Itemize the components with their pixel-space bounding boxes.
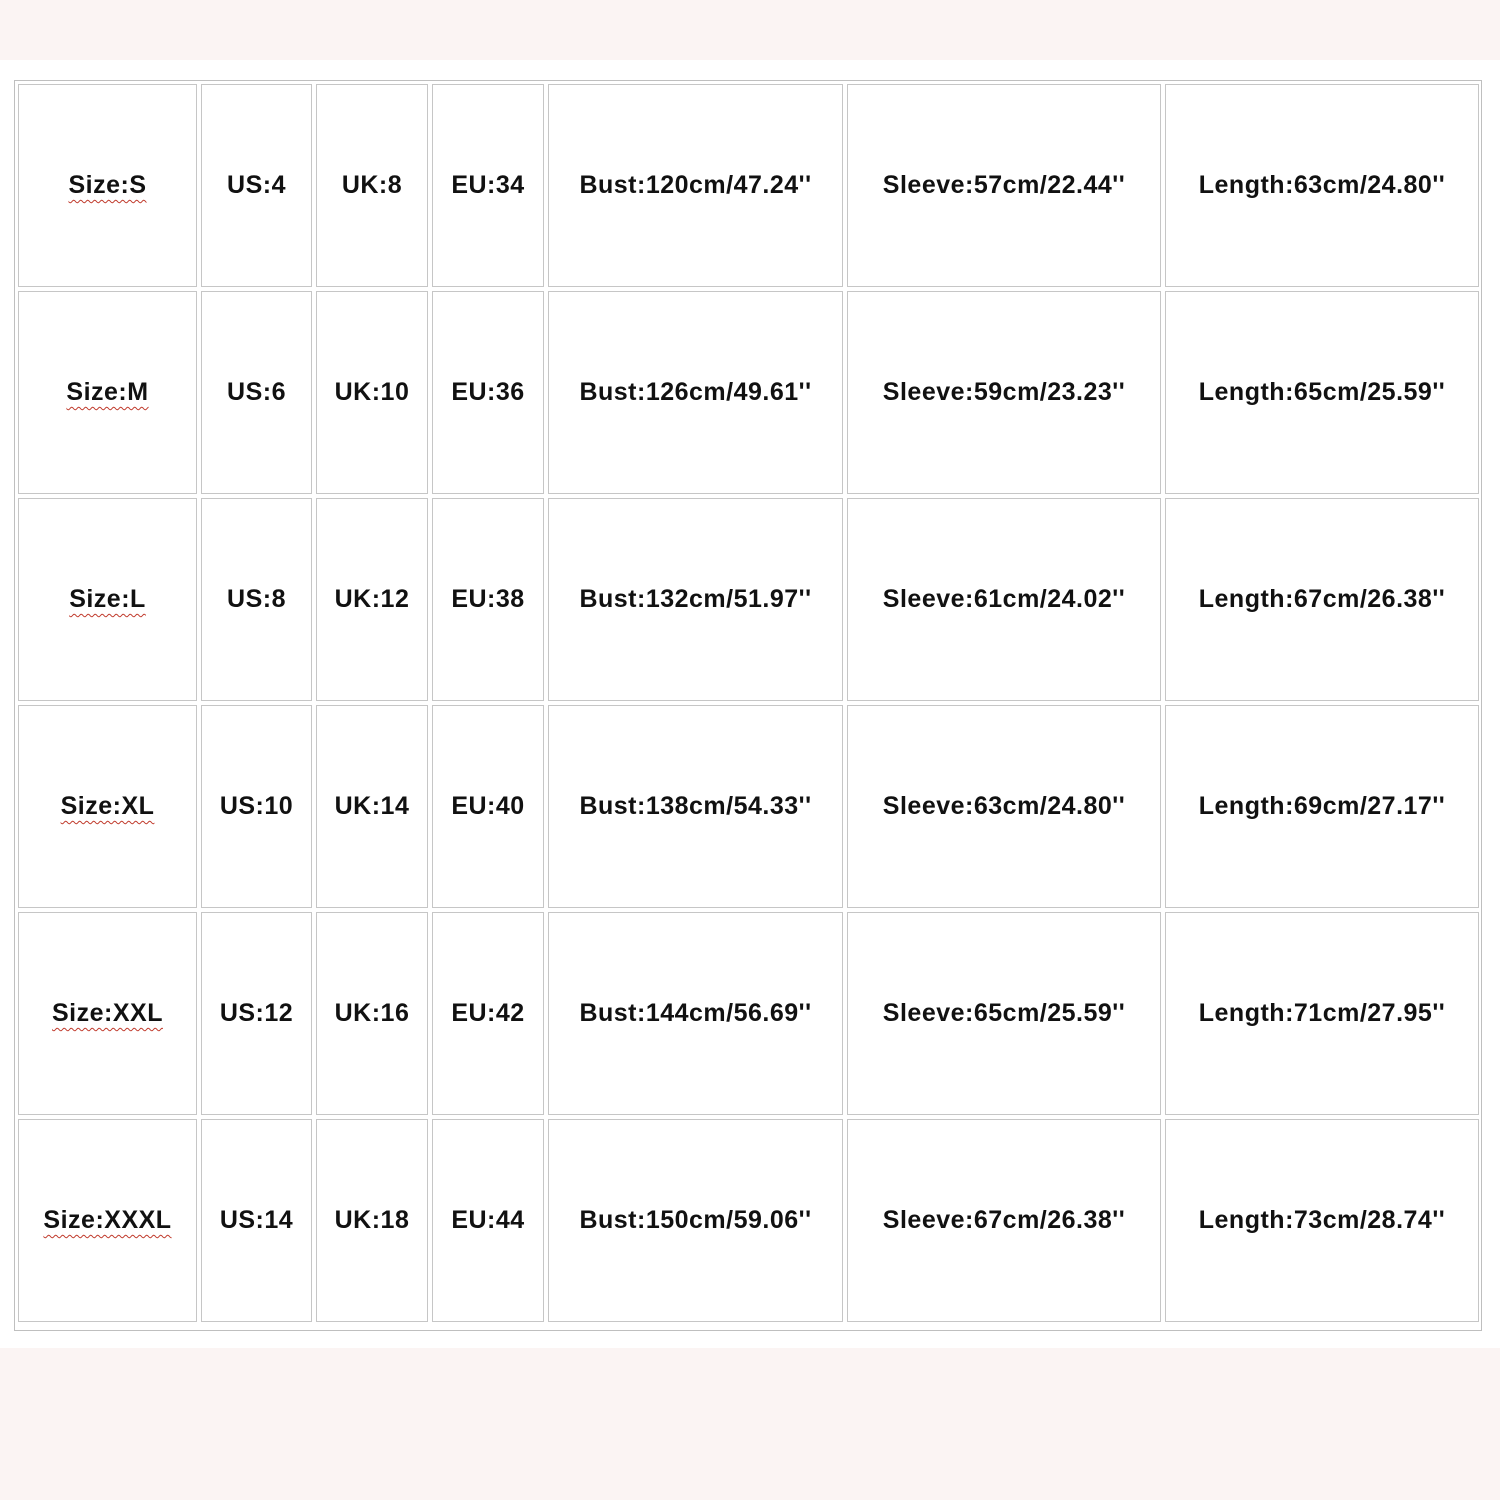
length-cell: Length:63cm/24.80'' [1165, 84, 1479, 287]
size-chart-table [14, 80, 1483, 1326]
us-size-cell: US:4 [201, 84, 312, 287]
bust-cell: Bust:138cm/54.33'' [548, 705, 843, 908]
eu-size-cell: EU:34 [432, 84, 544, 287]
length-cell: Length:69cm/27.17'' [1165, 705, 1479, 908]
table-row [18, 1119, 1479, 1322]
bust-cell: Bust:126cm/49.61'' [548, 291, 843, 494]
us-size-cell: US:6 [201, 291, 312, 494]
us-size-cell: US:14 [201, 1119, 312, 1322]
size-cell: Size:L [18, 498, 197, 701]
uk-size-cell: UK:18 [316, 1119, 428, 1322]
size-cell: Size:XXXL [18, 1119, 197, 1322]
sleeve-cell: Sleeve:63cm/24.80'' [847, 705, 1161, 908]
bust-cell: Bust:144cm/56.69'' [548, 912, 843, 1115]
bust-cell: Bust:120cm/47.24'' [548, 84, 843, 287]
table-row [18, 291, 1479, 494]
eu-size-cell: EU:44 [432, 1119, 544, 1322]
uk-size-cell: UK:12 [316, 498, 428, 701]
bust-cell: Bust:132cm/51.97'' [548, 498, 843, 701]
uk-size-cell: UK:8 [316, 84, 428, 287]
uk-size-cell: UK:14 [316, 705, 428, 908]
eu-size-cell: EU:40 [432, 705, 544, 908]
eu-size-cell: EU:38 [432, 498, 544, 701]
eu-size-cell: EU:36 [432, 291, 544, 494]
length-cell: Length:73cm/28.74'' [1165, 1119, 1479, 1322]
size-chart-frame [14, 80, 1482, 1331]
us-size-cell: US:10 [201, 705, 312, 908]
uk-size-cell: UK:10 [316, 291, 428, 494]
size-cell: Size:M [18, 291, 197, 494]
length-cell: Length:67cm/26.38'' [1165, 498, 1479, 701]
table-row [18, 84, 1479, 287]
size-cell: Size:XXL [18, 912, 197, 1115]
table-row [18, 498, 1479, 701]
us-size-cell: US:12 [201, 912, 312, 1115]
eu-size-cell: EU:42 [432, 912, 544, 1115]
size-cell: Size:XL [18, 705, 197, 908]
bust-cell: Bust:150cm/59.06'' [548, 1119, 843, 1322]
size-cell: Size:S [18, 84, 197, 287]
us-size-cell: US:8 [201, 498, 312, 701]
length-cell: Length:71cm/27.95'' [1165, 912, 1479, 1115]
sleeve-cell: Sleeve:67cm/26.38'' [847, 1119, 1161, 1322]
uk-size-cell: UK:16 [316, 912, 428, 1115]
sleeve-cell: Sleeve:57cm/22.44'' [847, 84, 1161, 287]
table-row [18, 705, 1479, 908]
length-cell: Length:65cm/25.59'' [1165, 291, 1479, 494]
sleeve-cell: Sleeve:61cm/24.02'' [847, 498, 1161, 701]
sleeve-cell: Sleeve:59cm/23.23'' [847, 291, 1161, 494]
table-row [18, 912, 1479, 1115]
sleeve-cell: Sleeve:65cm/25.59'' [847, 912, 1161, 1115]
